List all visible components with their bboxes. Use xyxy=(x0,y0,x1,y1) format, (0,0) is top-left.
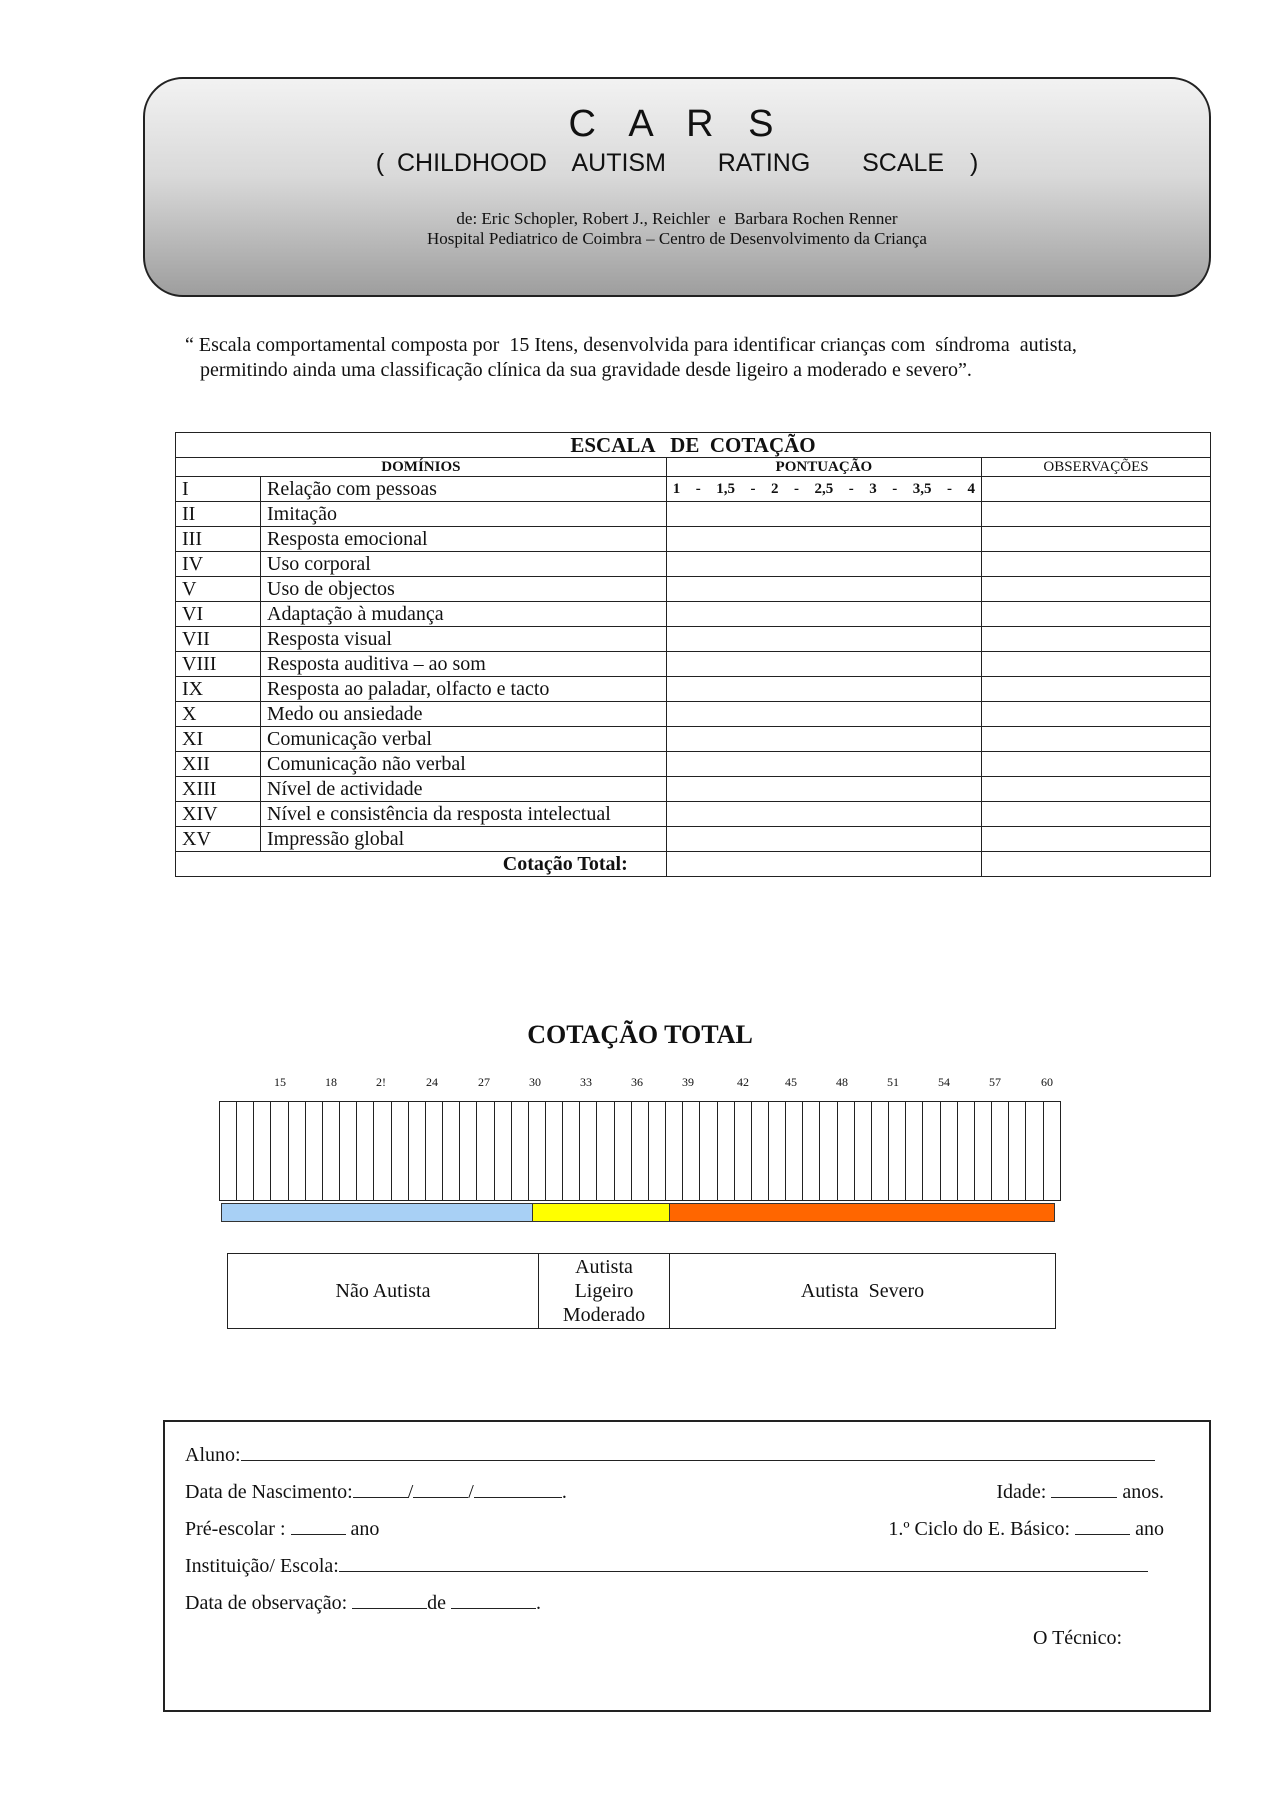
bar-severo xyxy=(670,1204,1054,1221)
scale-table xyxy=(175,432,1211,877)
ruler-cell xyxy=(340,1102,357,1200)
pre-escolar-ano: ano xyxy=(350,1518,380,1540)
ruler-cell xyxy=(254,1102,271,1200)
ruler-cell xyxy=(220,1102,237,1200)
observation-cell[interactable] xyxy=(982,777,1211,802)
aluno-label: Aluno: xyxy=(185,1444,241,1466)
ruler-cell xyxy=(769,1102,786,1200)
domain-number: XV xyxy=(176,827,261,852)
score-cell[interactable] xyxy=(666,602,981,627)
ruler-tick-label: 30 xyxy=(529,1075,541,1089)
ruler-cell xyxy=(632,1102,649,1200)
domain-label: Resposta emocional xyxy=(261,527,667,552)
table-row xyxy=(176,527,1211,552)
domain-number: VI xyxy=(176,602,261,627)
domain-label: Comunicação verbal xyxy=(261,727,667,752)
total-score-cell[interactable] xyxy=(666,852,981,877)
col-score: PONTUAÇÃO xyxy=(666,458,981,477)
score-cell[interactable] xyxy=(666,777,981,802)
domain-number: II xyxy=(176,502,261,527)
domain-number: I xyxy=(176,477,261,502)
observation-cell[interactable] xyxy=(982,652,1211,677)
ruler-tick-label: 54 xyxy=(938,1075,950,1089)
category-bar xyxy=(221,1203,1055,1222)
ruler-cell xyxy=(597,1102,614,1200)
ruler-cell xyxy=(426,1102,443,1200)
score-cell[interactable] xyxy=(666,577,981,602)
ruler-tick-label: 39 xyxy=(682,1075,694,1089)
observation-cell[interactable] xyxy=(982,627,1211,652)
legend-ligeiro-l1: Autista xyxy=(575,1256,633,1278)
domain-number: VII xyxy=(176,627,261,652)
domain-label: Impressão global xyxy=(261,827,667,852)
score-cell[interactable] xyxy=(666,552,981,577)
observation-cell[interactable] xyxy=(982,702,1211,727)
score-cell[interactable] xyxy=(666,677,981,702)
ruler-cell xyxy=(357,1102,374,1200)
score-cell[interactable] xyxy=(666,802,981,827)
ruler-cell xyxy=(975,1102,992,1200)
ruler-cell xyxy=(872,1102,889,1200)
observacao-month-field[interactable] xyxy=(451,1590,536,1609)
total-label: Cotação Total: xyxy=(176,852,667,877)
score-cell[interactable] xyxy=(666,627,981,652)
observation-cell[interactable] xyxy=(982,502,1211,527)
table-row xyxy=(176,577,1211,602)
table-row xyxy=(176,777,1211,802)
domain-label: Nível de actividade xyxy=(261,777,667,802)
nascimento-row: Data de Nascimento: / / . Idade: anos. xyxy=(185,1481,1164,1503)
observation-cell[interactable] xyxy=(982,752,1211,777)
ruler-tick-label: 57 xyxy=(989,1075,1001,1089)
observation-cell[interactable] xyxy=(982,527,1211,552)
ruler-tick-label: 36 xyxy=(631,1075,643,1089)
ruler-ticks xyxy=(0,1075,1280,1091)
ruler-tick-label: 33 xyxy=(580,1075,592,1089)
anos-label: anos. xyxy=(1122,1481,1164,1503)
instituicao-field[interactable] xyxy=(339,1553,1148,1572)
title: C A R S xyxy=(568,103,786,145)
category-legend xyxy=(227,1253,1056,1329)
ruler-cell xyxy=(374,1102,391,1200)
ruler-tick-label: 48 xyxy=(836,1075,848,1089)
ruler-cell xyxy=(271,1102,288,1200)
ruler-tick-label: 42 xyxy=(737,1075,749,1089)
total-scale-title: COTAÇÃO TOTAL xyxy=(527,1020,753,1049)
ruler-cell xyxy=(700,1102,717,1200)
score-options[interactable]: 1 - 1,5 - 2 - 2,5 - 3 - 3,5 - 4 xyxy=(666,477,981,502)
quote-line-1: “ Escala comportamental composta por 15 Itens, desenvolvida para identificar crianças com síndroma autista, xyxy=(185,334,1077,356)
ruler-cell xyxy=(735,1102,752,1200)
ruler-cell xyxy=(460,1102,477,1200)
table-row xyxy=(176,752,1211,777)
col-observations: OBSERVAÇÕES xyxy=(982,458,1211,477)
observation-cell[interactable] xyxy=(982,802,1211,827)
ruler-cell xyxy=(923,1102,940,1200)
authors: de: Eric Schopler, Robert J., Reichler e Barbara Rochen Renner xyxy=(456,209,898,228)
ruler-cell xyxy=(306,1102,323,1200)
ciclo-label: 1.º Ciclo do E. Básico: xyxy=(888,1518,1071,1540)
legend-ligeiro xyxy=(539,1254,670,1328)
ruler-tick-label: 27 xyxy=(478,1075,490,1089)
domain-label: Relação com pessoas xyxy=(261,477,667,502)
domain-number: XII xyxy=(176,752,261,777)
domain-label: Uso corporal xyxy=(261,552,667,577)
ruler-cell xyxy=(512,1102,529,1200)
ruler-cell xyxy=(1044,1102,1060,1200)
ruler-cell xyxy=(323,1102,340,1200)
table-row xyxy=(176,727,1211,752)
ruler-cell xyxy=(546,1102,563,1200)
table-row xyxy=(176,477,1211,502)
ruler-tick-label: 51 xyxy=(887,1075,899,1089)
domain-number: XI xyxy=(176,727,261,752)
ruler-cell xyxy=(580,1102,597,1200)
ruler-cell xyxy=(529,1102,546,1200)
birth-day-field[interactable] xyxy=(353,1479,408,1498)
tecnico-label: O Técnico: xyxy=(1033,1627,1123,1649)
legend-severo: Autista Severo xyxy=(800,1279,925,1302)
aluno-field[interactable] xyxy=(241,1442,1155,1461)
domain-number: V xyxy=(176,577,261,602)
bar-ligeiro xyxy=(532,1204,670,1221)
score-cell[interactable] xyxy=(666,727,981,752)
instituicao-row xyxy=(185,1553,1164,1578)
ruler-cell xyxy=(683,1102,700,1200)
ruler-cell xyxy=(1009,1102,1026,1200)
score-cell[interactable] xyxy=(666,502,981,527)
table-row xyxy=(176,627,1211,652)
instituicao-label: Instituição/ Escola: xyxy=(185,1555,339,1577)
ruler-tick-label: 45 xyxy=(785,1075,797,1089)
domain-label: Medo ou ansiedade xyxy=(261,702,667,727)
ruler-cell xyxy=(666,1102,683,1200)
subtitle: ( CHILDHOOD AUTISM RATING SCALE ) xyxy=(375,149,979,177)
ruler-cell xyxy=(718,1102,735,1200)
nascimento-label: Data de Nascimento: xyxy=(185,1481,353,1503)
table-row xyxy=(176,677,1211,702)
description-quote xyxy=(185,333,1175,383)
observacao-label: Data de observação: xyxy=(185,1592,348,1614)
observacao-de: de xyxy=(427,1592,447,1614)
score-ruler xyxy=(219,1101,1061,1201)
domain-number: III xyxy=(176,527,261,552)
table-row xyxy=(176,552,1211,577)
ruler-tick-label: 60 xyxy=(1041,1075,1053,1089)
aluno-row xyxy=(185,1442,1164,1467)
ruler-cell xyxy=(958,1102,975,1200)
observacao-row: Data de observação: de . xyxy=(185,1592,542,1614)
table-row xyxy=(176,652,1211,677)
domain-number: X xyxy=(176,702,261,727)
ruler-cell xyxy=(752,1102,769,1200)
domain-number: XIII xyxy=(176,777,261,802)
ruler-cell xyxy=(495,1102,512,1200)
ruler-cell xyxy=(855,1102,872,1200)
ruler-cell xyxy=(838,1102,855,1200)
col-domains: DOMÍNIOS xyxy=(176,458,667,477)
ciclo-field[interactable] xyxy=(1075,1516,1130,1535)
quote-line-2: permitindo ainda uma classificação clínica da sua gravidade desde ligeiro a moderado e severo”. xyxy=(200,359,972,381)
domain-number: VIII xyxy=(176,652,261,677)
domain-label: Imitação xyxy=(261,502,667,527)
ruler-cell xyxy=(615,1102,632,1200)
table-row xyxy=(176,602,1211,627)
ruler-cell xyxy=(803,1102,820,1200)
ruler-cell xyxy=(563,1102,580,1200)
domain-label: Resposta auditiva – ao som xyxy=(261,652,667,677)
ruler-tick-label: 24 xyxy=(426,1075,438,1089)
observation-cell[interactable] xyxy=(982,577,1211,602)
observation-cell[interactable] xyxy=(982,827,1211,852)
ruler-cell xyxy=(820,1102,837,1200)
score-cell[interactable] xyxy=(666,527,981,552)
observation-cell[interactable] xyxy=(982,552,1211,577)
score-cell[interactable] xyxy=(666,827,981,852)
pre-escolar-label: Pré-escolar : xyxy=(185,1518,286,1540)
escolaridade-row xyxy=(185,1516,1164,1541)
idade-field[interactable] xyxy=(1051,1479,1117,1498)
student-info-box xyxy=(163,1420,1211,1712)
ruler-cell xyxy=(237,1102,254,1200)
ruler-cell xyxy=(649,1102,666,1200)
ruler-tick-label: 15 xyxy=(274,1075,286,1089)
domain-number: XIV xyxy=(176,802,261,827)
pre-escolar-field[interactable] xyxy=(291,1516,346,1535)
score-cell[interactable] xyxy=(666,702,981,727)
ruler-cell xyxy=(786,1102,803,1200)
domain-number: IX xyxy=(176,677,261,702)
domain-number: IV xyxy=(176,552,261,577)
table-caption: ESCALA DE COTAÇÃO xyxy=(176,433,1211,458)
idade-label: Idade: xyxy=(996,1481,1047,1503)
birth-year-field[interactable] xyxy=(474,1479,562,1498)
domain-label: Resposta visual xyxy=(261,627,667,652)
bar-nao-autista xyxy=(222,1204,532,1221)
score-cell[interactable] xyxy=(666,652,981,677)
domain-label: Adaptação à mudança xyxy=(261,602,667,627)
ruler-cell xyxy=(1026,1102,1043,1200)
legend-ligeiro-l2: Ligeiro xyxy=(574,1280,634,1302)
legend-ligeiro-l3: Moderado xyxy=(562,1304,646,1326)
ruler-cell xyxy=(409,1102,426,1200)
observation-cell[interactable] xyxy=(982,677,1211,702)
table-row xyxy=(176,802,1211,827)
hospital: Hospital Pediatrico de Coimbra – Centro de Desenvolvimento da Criança xyxy=(427,229,927,248)
ruler-cell xyxy=(889,1102,906,1200)
ruler-cell xyxy=(906,1102,923,1200)
score-cell[interactable] xyxy=(666,752,981,777)
header-banner xyxy=(143,77,1211,297)
total-observation-cell[interactable] xyxy=(982,852,1211,877)
domain-label: Nível e consistência da resposta intelectual xyxy=(261,802,667,827)
legend-nao-autista: Não Autista xyxy=(228,1254,539,1328)
ruler-cell xyxy=(289,1102,306,1200)
observation-cell[interactable] xyxy=(982,602,1211,627)
ciclo-ano: ano xyxy=(1135,1518,1164,1540)
ruler-tick-label: 18 xyxy=(325,1075,337,1089)
ruler-cell xyxy=(443,1102,460,1200)
observation-cell[interactable] xyxy=(982,477,1211,502)
ruler-tick-label: 2! xyxy=(376,1075,386,1089)
table-row xyxy=(176,702,1211,727)
ruler-cell xyxy=(477,1102,494,1200)
domain-label: Comunicação não verbal xyxy=(261,752,667,777)
table-row xyxy=(176,502,1211,527)
ruler-cell xyxy=(392,1102,409,1200)
ruler-cell xyxy=(992,1102,1009,1200)
observacao-day-field[interactable] xyxy=(352,1590,427,1609)
ruler-cell xyxy=(941,1102,958,1200)
domain-label: Resposta ao paladar, olfacto e tacto xyxy=(261,677,667,702)
observation-cell[interactable] xyxy=(982,727,1211,752)
table-row xyxy=(176,827,1211,852)
domain-label: Uso de objectos xyxy=(261,577,667,602)
birth-month-field[interactable] xyxy=(413,1479,468,1498)
